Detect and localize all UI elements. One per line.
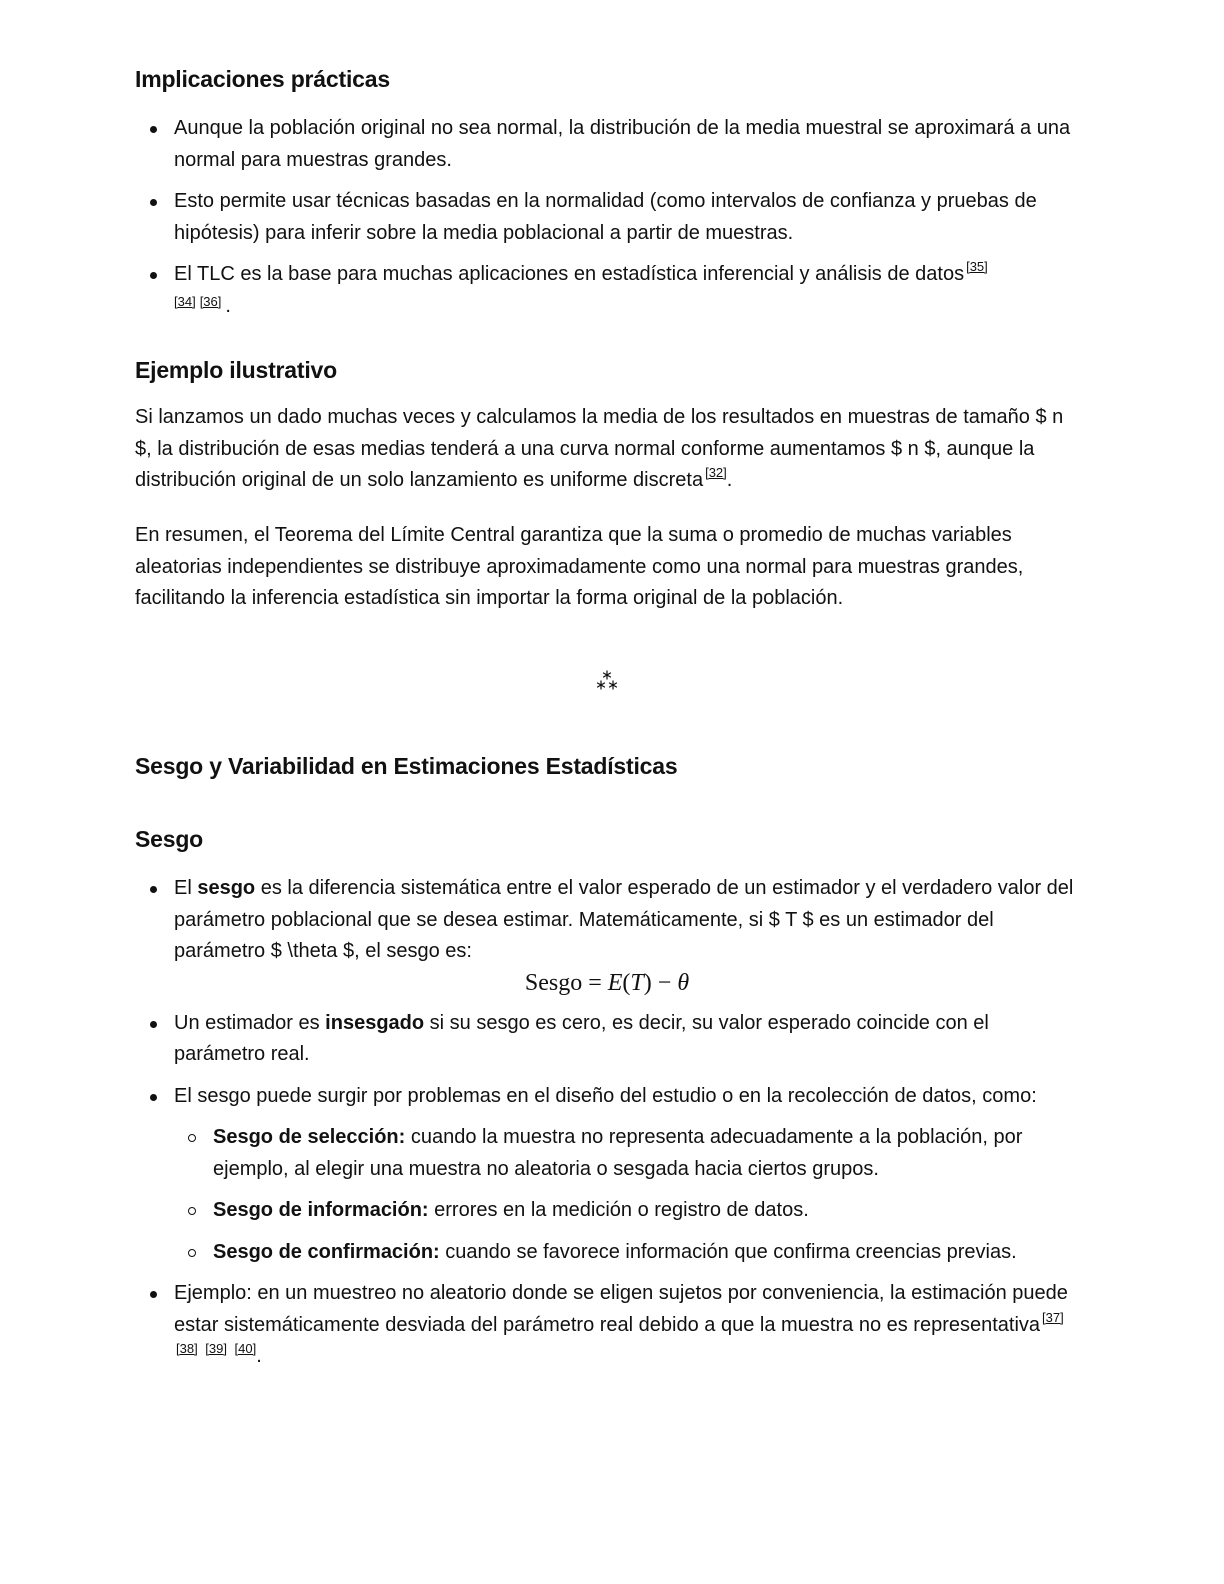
text: cuando se favorece información que confirma creencias previas. — [439, 1240, 1017, 1263]
list-item-text: Aunque la población original no sea normal, la distribución de la media muestral se aproximará a una normal para muestras grandes. — [174, 117, 1071, 171]
text: errores en la medición o registro de datos. — [428, 1199, 809, 1221]
ejemplo-paragraph — [135, 402, 1080, 497]
formula-E: E — [607, 969, 623, 996]
formula-lhs: Sesgo — [524, 969, 583, 996]
footnote-ref-32[interactable]: [32] — [705, 465, 727, 480]
text: Ejemplo: en un muestreo no aleatorio donde se eligen sujetos por conveniencia, la estimación puede estar sistemáticamente desviada del parámetro real debido a que la muestra no es representativa — [174, 1282, 1068, 1336]
list-item — [135, 259, 1080, 323]
bias-formula — [174, 968, 1080, 998]
sub-list-item — [174, 1237, 1080, 1269]
text: El sesgo puede surgir por problemas en el diseño del estudio o en la recolección de datos, como: — [174, 1084, 1037, 1107]
formula-theta: θ — [677, 969, 690, 996]
formula-T: T — [630, 969, 644, 996]
sesgo-list — [135, 873, 1080, 1383]
bold-term: insesgado — [325, 1011, 425, 1034]
footnote-ref-40[interactable]: [40] — [234, 1341, 257, 1356]
formula-eq: = — [582, 969, 608, 996]
formula-paren: ( — [622, 969, 631, 996]
text: cuando la muestra no representa adecuadamente a la población, por ejemplo, al elegir una muestra no aleatoria o sesgada hacia ciertos grupos. — [213, 1126, 1023, 1180]
list-item — [135, 1008, 1080, 1071]
heading-ejemplo: Ejemplo ilustrativo — [135, 357, 337, 383]
heading-sesgo-variabilidad: Sesgo y Variabilidad en Estimaciones Estadísticas — [135, 753, 678, 779]
implicaciones-list — [135, 113, 1080, 333]
list-item — [135, 113, 1080, 176]
footnote-ref-37[interactable]: [37] — [1042, 1309, 1064, 1325]
formula-paren: ) — [643, 969, 652, 996]
list-item-text: El TLC es la base para muchas aplicaciones en estadística inferencial y análisis de datos — [174, 263, 965, 285]
text: si su sesgo es cero, es decir, su valor esperado coincide con el parámetro real. — [174, 1011, 989, 1065]
formula-minus: − — [651, 969, 678, 996]
text: El — [174, 877, 198, 899]
sub-list-item — [174, 1195, 1080, 1227]
sub-list-item — [174, 1122, 1080, 1185]
text: Un estimador es — [174, 1011, 326, 1034]
bold-term: Sesgo de selección: — [213, 1126, 406, 1148]
list-item — [135, 1278, 1080, 1373]
footnote-ref-34[interactable]: [34] — [174, 293, 196, 309]
list-item-text: Esto permite usar técnicas basadas en la normalidad (como intervalos de confianza y pruebas de hipótesis) para inferir sobre la media poblacional a partir de muestras. — [174, 190, 1037, 244]
list-item — [135, 873, 1080, 998]
heading-sesgo: Sesgo — [135, 826, 204, 852]
period: . — [225, 294, 231, 317]
footnote-ref-38[interactable]: [38] — [176, 1341, 198, 1356]
footnote-refs — [174, 294, 225, 309]
list-item — [135, 1081, 1080, 1269]
heading-implicaciones: Implicaciones prácticas — [135, 66, 390, 92]
bias-types-list — [174, 1122, 1080, 1268]
bold-term: Sesgo de información: — [213, 1199, 429, 1221]
bold-term: sesgo — [197, 877, 256, 899]
bold-term: Sesgo de confirmación: — [213, 1240, 440, 1263]
text: es la diferencia sistemática entre el valor esperado de un estimador y el verdadero valor del parámetro poblacional que se desea estimar. Matemáticamente, si $ T $ es un estimador del parámetro $ \theta $, el sesgo es: — [174, 877, 1074, 962]
footnote-ref-39[interactable]: [39] — [205, 1341, 227, 1356]
paragraph-text: Si lanzamos un dado muchas veces y calculamos la media de los resultados en muestras de tamaño $ n $, la distribución de esas medias tenderá a una curva normal conforme aumentamos $ n $, aunque la distribución original de un solo lanzamiento es uniforme discreta — [135, 406, 1064, 491]
period: . — [726, 469, 733, 491]
list-item — [135, 186, 1080, 249]
summary-paragraph: En resumen, el Teorema del Límite Central garantiza que la suma o promedio de muchas variables aleatorias independientes se distribuye aproximadamente como una normal para muestras grandes, facilitando la inferencia estadística sin importar la forma original de la población. — [135, 524, 1024, 609]
footnote-ref-35[interactable]: [35] — [966, 259, 988, 274]
asterism-icon — [595, 668, 619, 694]
footnote-ref-36[interactable]: [36] — [199, 293, 222, 309]
period: . — [256, 1345, 262, 1367]
